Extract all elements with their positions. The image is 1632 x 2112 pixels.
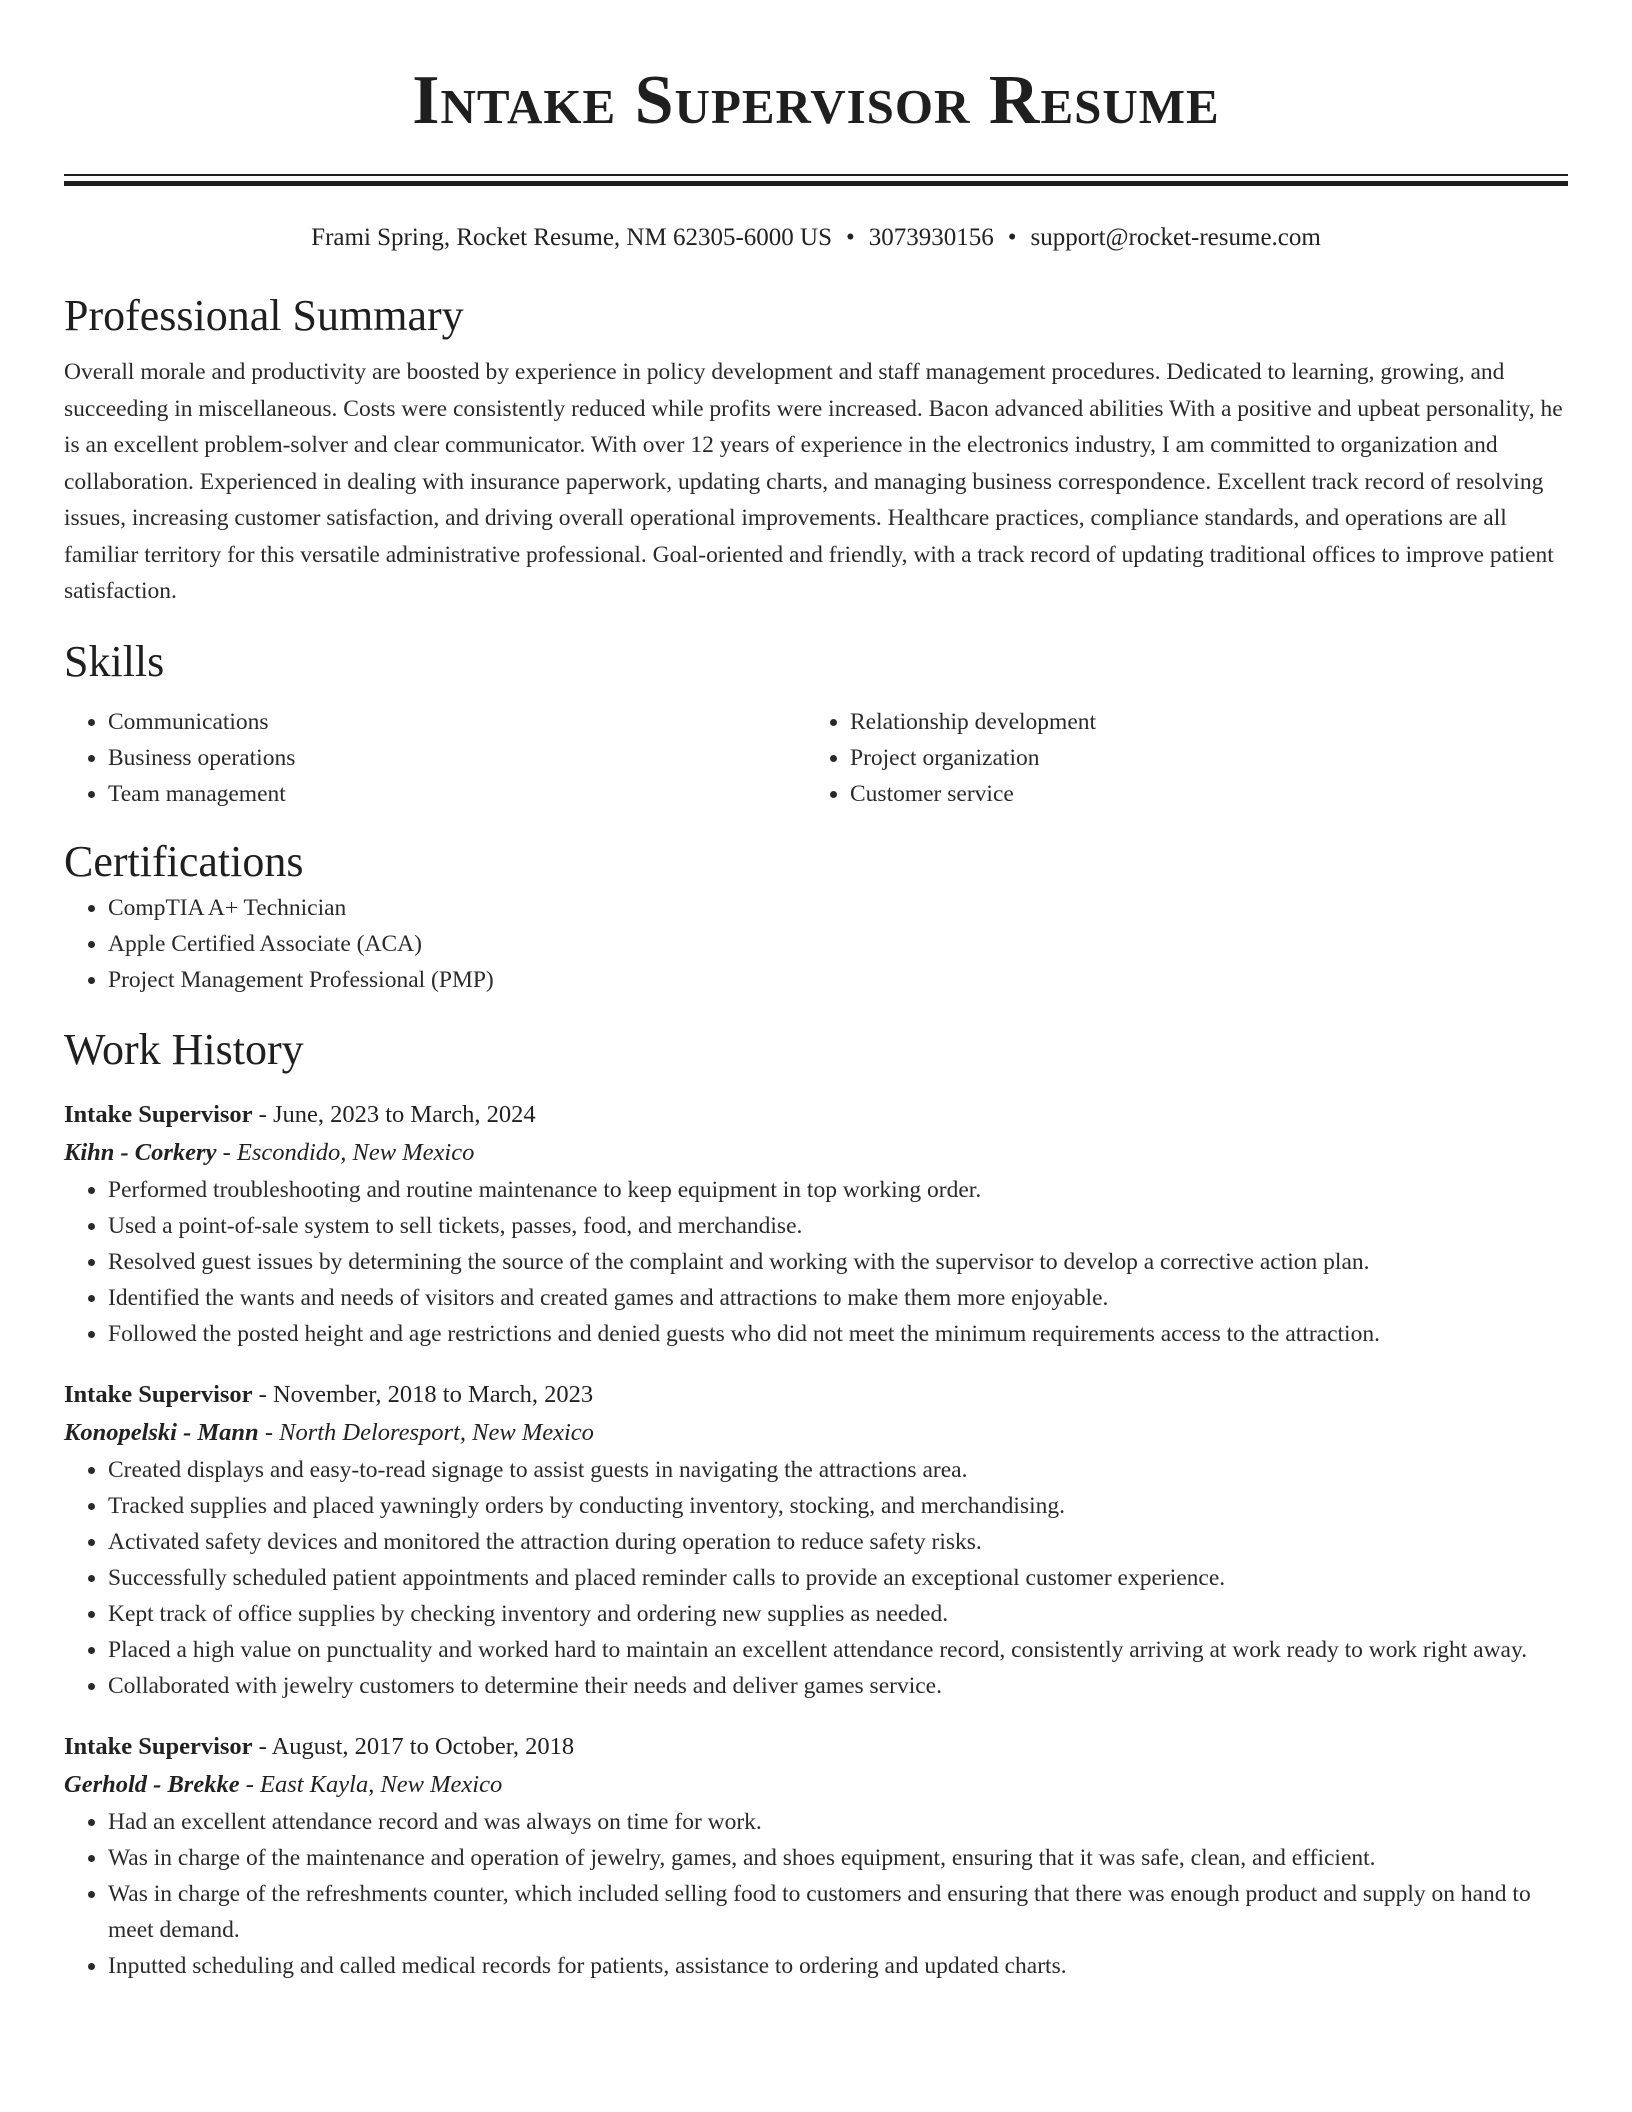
job-duty: • Performed troubleshooting and routine maintenance to keep equipment in top working order. [108,1172,1568,1208]
skills-grid [64,704,1568,812]
job-entry [64,1096,1568,1352]
job-location: - Escondido, New Mexico [216,1138,475,1166]
job-dates: - August, 2017 to October, 2018 [252,1732,575,1760]
summary-heading: Professional Summary [64,291,464,340]
job-duty: • Followed the posted height and age restrictions and denied guests who did not meet the minimum requirements access to the attraction. [108,1316,1568,1352]
job-duty: • Collaborated with jewelry customers to determine their needs and deliver games service. [108,1668,1568,1704]
job-duty: • Kept track of office supplies by checking inventory and ordering new supplies as needed. [108,1596,1568,1632]
contact-separator: • [1007,224,1017,251]
job-duties [64,1452,1568,1704]
summary-text: Overall morale and productivity are boosted by experience in policy development and staff management procedures. Dedicated to learning, growing, and succeeding in miscellaneous. Costs were consistently reduced while profits were increased. Bacon advanced abilities With a positive and upbeat personality, he is an excellent problem-solver and clear communicator. With over 12 years of experience in the electronics industry, I am committed to organization and collaboration. Experienced in dealing with insurance paperwork, updating charts, and managing business correspondence. Excellent track record of resolving issues, increasing customer satisfaction, and driving overall operational improvements. Healthcare practices, compliance standards, and operations are all familiar territory for this versatile administrative professional. Goal-oriented and friendly, with a track record of updating traditional offices to improve patient satisfaction. [64,359,1563,604]
skill-item: • Business operations [108,740,806,776]
job-company: Gerhold - Brekke [64,1770,240,1798]
contact-address: Frami Spring, Rocket Resume, NM 62305-6000 US [311,224,832,251]
certification-item: • Apple Certified Associate (ACA) [108,926,1568,962]
job-duty: • Had an excellent attendance record and was always on time for work. [108,1804,1568,1840]
job-duty: • Inputted scheduling and called medical records for patients, assistance to ordering and updated charts. [108,1948,1568,1984]
job-role: Intake Supervisor [64,1732,253,1760]
certification-item: • CompTIA A+ Technician [108,890,1568,926]
job-duty: • Was in charge of the refreshments counter, which included selling food to customers and ensuring that there was enough product and supply on hand to meet demand. [108,1876,1568,1948]
certifications-list [64,890,1568,998]
job-duty: • Tracked supplies and placed yawningly orders by conducting inventory, stocking, and merchandising. [108,1488,1568,1524]
job-entry [64,1728,1568,1984]
work-history-heading: Work History [64,1024,304,1074]
skill-item: • Team management [108,776,806,812]
skills-column-left [64,704,806,812]
job-role: Intake Supervisor [64,1100,253,1128]
job-header [64,1728,1568,1766]
certifications-heading: Certifications [64,836,304,886]
job-location: - North Deloresport, New Mexico [258,1418,594,1446]
page-title: Intake Supervisor Resume [412,62,1220,139]
job-duty: • Used a point-of-sale system to sell tickets, passes, food, and merchandise. [108,1208,1568,1244]
resume-page [64,0,1568,1984]
skill-item: • Customer service [850,776,1548,812]
job-duty: • Identified the wants and needs of visitors and created games and attractions to make them more enjoyable. [108,1280,1568,1316]
job-header [64,1096,1568,1134]
job-duty: • Was in charge of the maintenance and operation of jewelry, games, and shoes equipment, ensuring that it was safe, clean, and efficient. [108,1840,1568,1876]
job-employer [64,1414,1568,1452]
contact-separator: • [846,224,855,251]
job-duties [64,1172,1568,1352]
contact-line [64,222,1568,254]
job-dates: - November, 2018 to March, 2023 [252,1380,594,1408]
job-duty: • Placed a high value on punctuality and worked hard to maintain an excellent attendance record, consistently arriving at work ready to work right away. [108,1632,1568,1668]
job-duties [64,1804,1568,1984]
job-company: Kihn - Corkery [64,1138,217,1166]
job-employer [64,1766,1568,1804]
job-company: Konopelski - Mann [64,1418,259,1446]
job-header [64,1376,1568,1414]
skill-item: • Project organization [850,740,1548,776]
job-dates: - June, 2023 to March, 2024 [252,1100,536,1128]
skill-item: • Relationship development [850,704,1548,740]
job-entry [64,1376,1568,1704]
contact-email: support@rocket-resume.com [1030,224,1321,251]
job-duty: • Successfully scheduled patient appointments and placed reminder calls to provide an exceptional customer experience. [108,1560,1568,1596]
job-employer [64,1134,1568,1172]
job-duty: • Activated safety devices and monitored the attraction during operation to reduce safety risks. [108,1524,1568,1560]
skills-heading: Skills [64,636,165,686]
job-location: - East Kayla, New Mexico [239,1770,503,1798]
job-duty: • Created displays and easy-to-read signage to assist guests in navigating the attractions area. [108,1452,1568,1488]
certification-item: • Project Management Professional (PMP) [108,962,1568,998]
skill-item: • Communications [108,704,806,740]
title-divider [64,174,1568,186]
job-duty: • Resolved guest issues by determining the source of the complaint and working with the supervisor to develop a corrective action plan. [108,1244,1568,1280]
skills-column-right [806,704,1548,812]
job-role: Intake Supervisor [64,1380,253,1408]
contact-phone: 3073930156 [868,224,994,251]
